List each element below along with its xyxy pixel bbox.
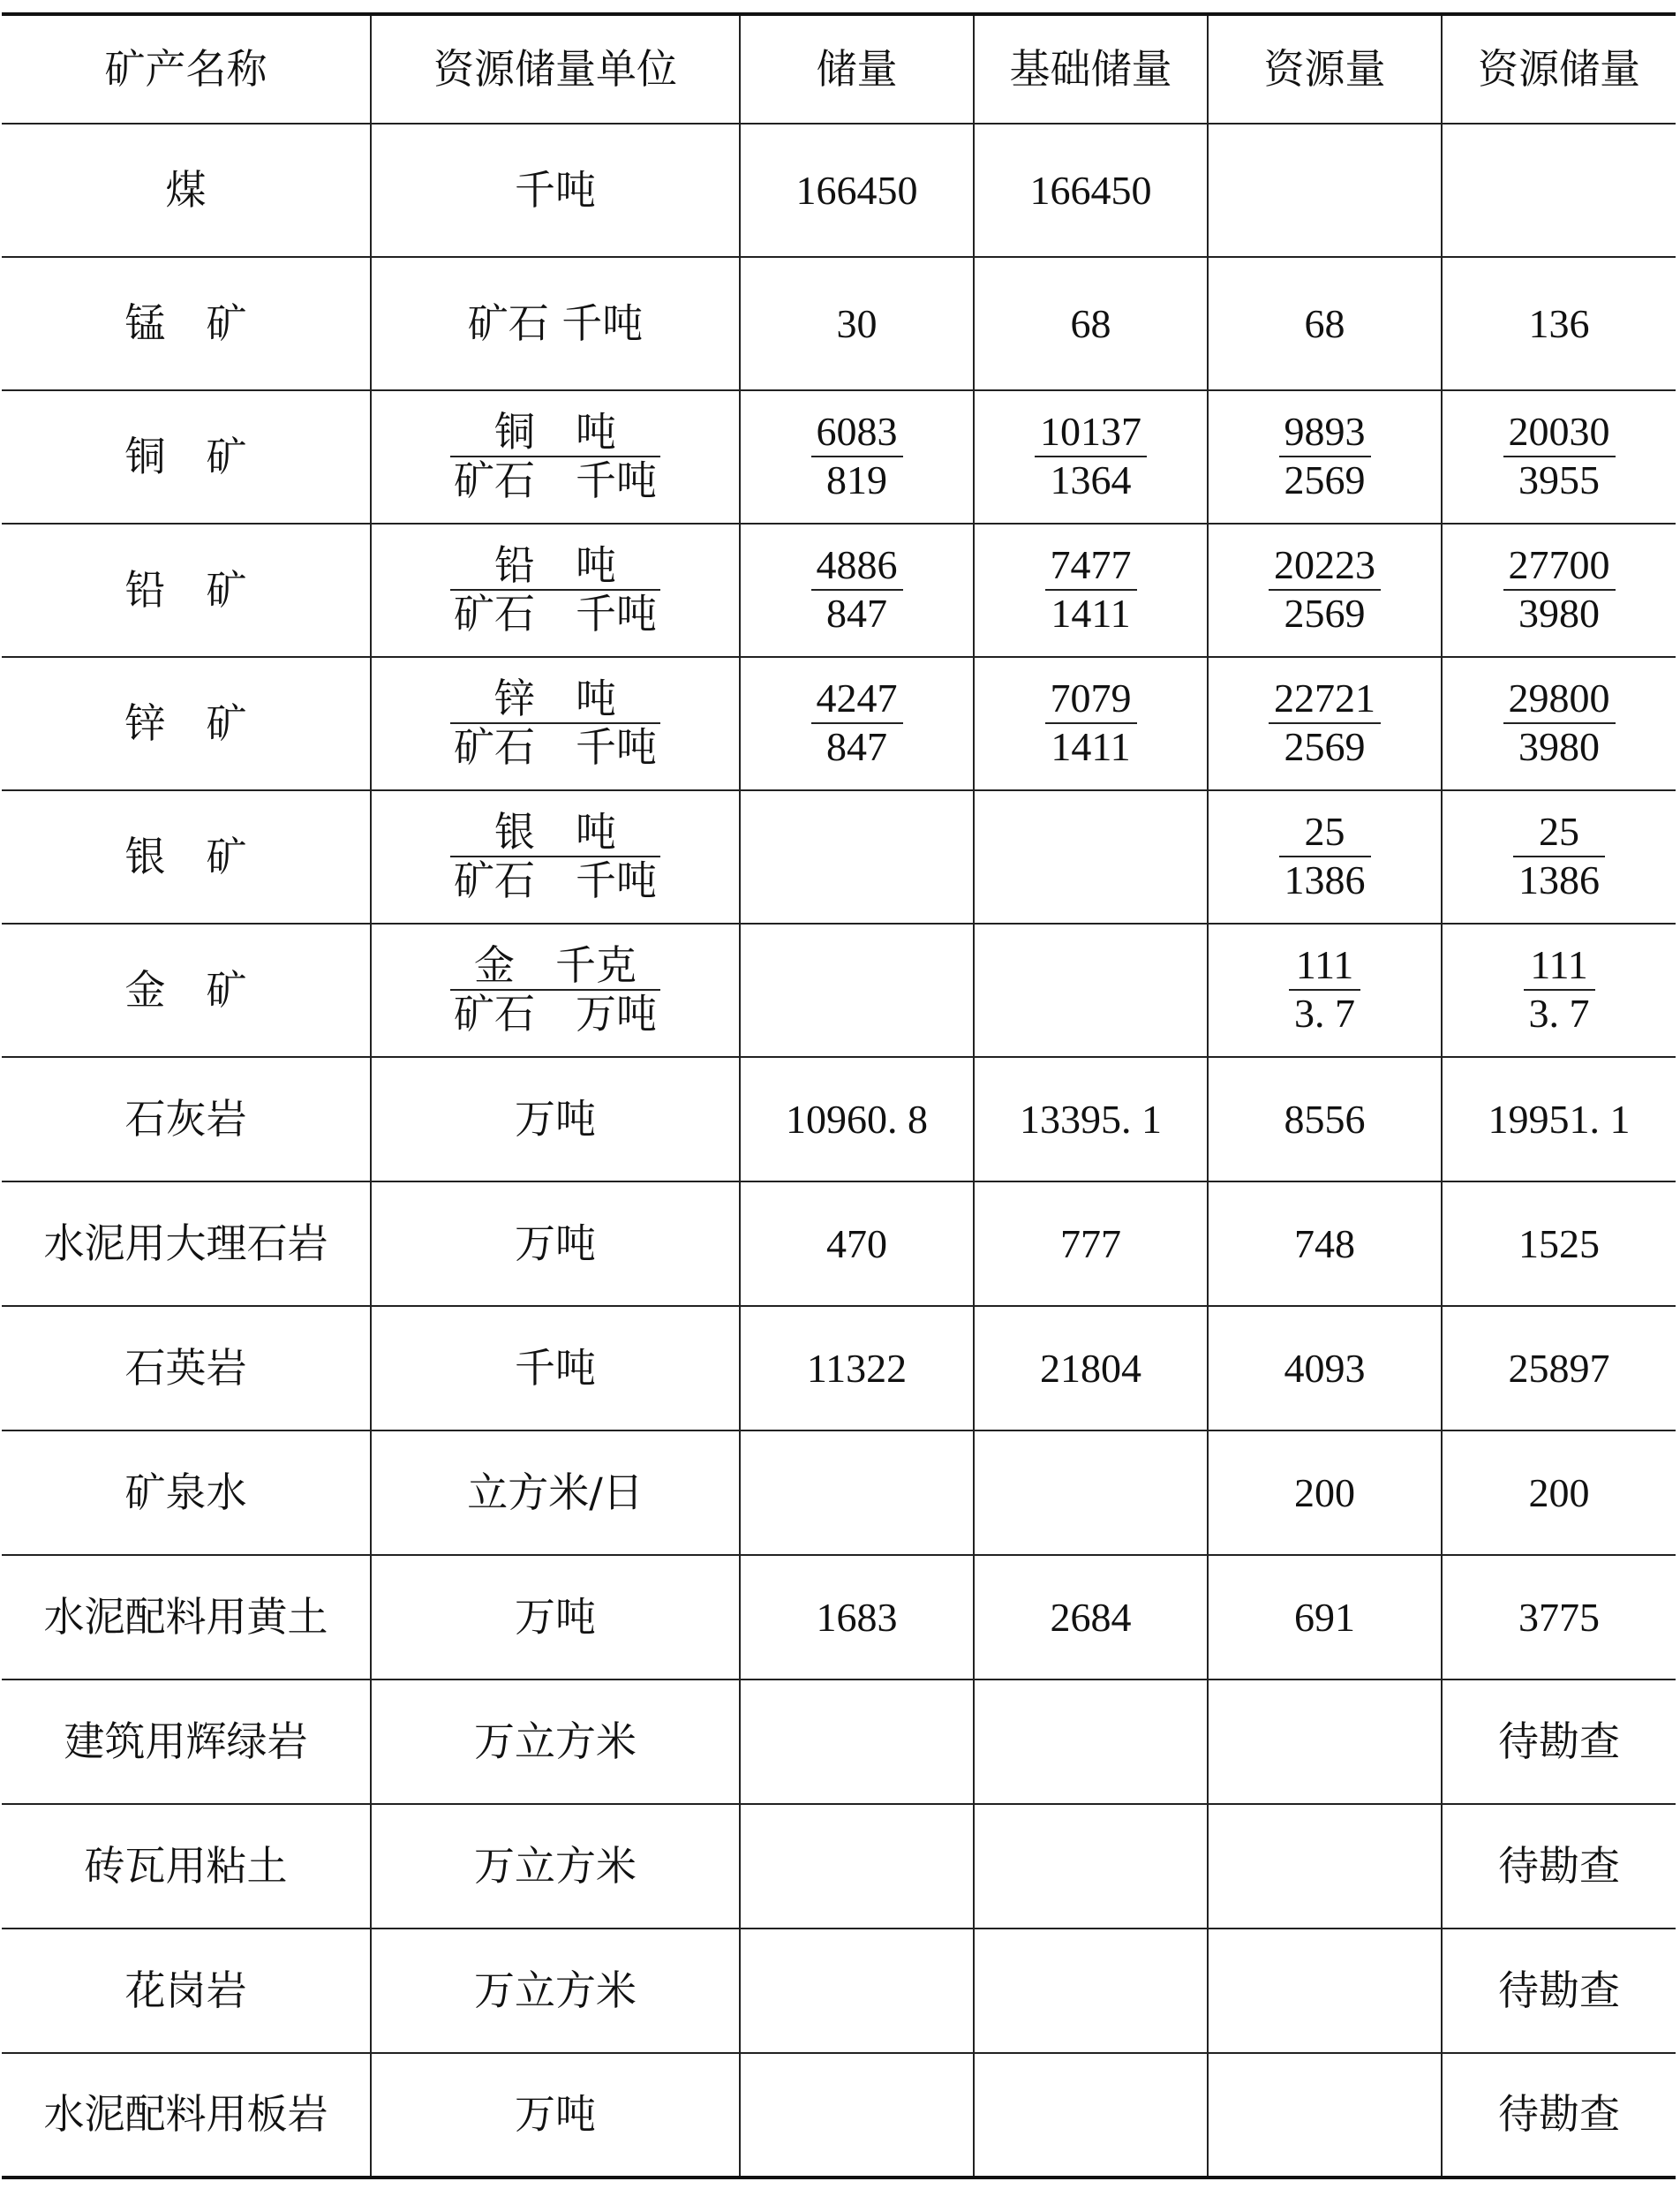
value-cell: 21804 <box>974 1306 1208 1430</box>
value-fraction <box>1269 676 1381 771</box>
value-denominator: 3980 <box>1518 591 1600 637</box>
mineral-name-cell: 石灰岩 <box>2 1057 371 1181</box>
value-cell <box>974 2053 1208 2178</box>
value-cell <box>974 1804 1208 1929</box>
table-row <box>2 1929 1676 2053</box>
header-unit: 资源储量单位 <box>371 14 740 124</box>
mineral-name-cell: 花岗岩 <box>2 1929 371 2053</box>
table-row <box>2 1555 1676 1679</box>
value-cell <box>1208 790 1442 924</box>
value-numerator: 25 <box>1513 809 1605 857</box>
mineral-name-cell: 水泥用大理石岩 <box>2 1181 371 1306</box>
value-cell: 748 <box>1208 1181 1442 1306</box>
unit-cell <box>371 390 740 524</box>
value-cell: 30 <box>740 257 974 390</box>
table-row <box>2 924 1676 1057</box>
value-fraction <box>1289 942 1360 1038</box>
unit-numerator: 银 吨 <box>450 809 660 857</box>
value-cell: 68 <box>1208 257 1442 390</box>
value-denominator: 3955 <box>1518 457 1600 503</box>
value-cell <box>740 1929 974 2053</box>
unit-fraction <box>450 809 660 904</box>
value-cell <box>1442 124 1676 257</box>
table-row <box>2 2053 1676 2178</box>
value-cell <box>1442 524 1676 657</box>
value-cell: 13395. 1 <box>974 1057 1208 1181</box>
unit-cell: 万吨 <box>371 2053 740 2178</box>
unit-cell: 千吨 <box>371 124 740 257</box>
value-fraction <box>1279 809 1371 904</box>
mineral-name-cell: 砖瓦用粘土 <box>2 1804 371 1929</box>
value-fraction <box>811 676 903 771</box>
value-cell <box>974 1430 1208 1555</box>
value-fraction <box>811 542 903 638</box>
value-fraction <box>1524 942 1595 1038</box>
table-row <box>2 657 1676 790</box>
value-fraction <box>1269 542 1381 638</box>
value-numerator: 111 <box>1289 942 1360 991</box>
unit-numerator: 金 千克 <box>450 942 660 991</box>
value-cell <box>740 1430 974 1555</box>
header-reserves: 储量 <box>740 14 974 124</box>
value-cell <box>1442 390 1676 524</box>
value-numerator: 25 <box>1279 809 1371 857</box>
mineral-name-cell: 石英岩 <box>2 1306 371 1430</box>
value-cell: 10960. 8 <box>740 1057 974 1181</box>
value-numerator: 6083 <box>811 409 903 457</box>
value-numerator: 9893 <box>1279 409 1371 457</box>
value-cell <box>740 524 974 657</box>
unit-cell <box>371 524 740 657</box>
value-numerator: 22721 <box>1269 676 1381 724</box>
value-denominator: 819 <box>826 457 887 503</box>
header-total-resources: 资源储量 <box>1442 14 1676 124</box>
value-fraction <box>811 409 903 504</box>
value-cell: 待勘查 <box>1442 2053 1676 2178</box>
value-cell <box>1208 2053 1442 2178</box>
value-cell: 2684 <box>974 1555 1208 1679</box>
table-row <box>2 257 1676 390</box>
unit-cell: 矿石 千吨 <box>371 257 740 390</box>
value-cell: 1525 <box>1442 1181 1676 1306</box>
value-cell <box>740 1679 974 1804</box>
value-denominator: 2569 <box>1284 457 1366 503</box>
value-numerator: 27700 <box>1503 542 1616 591</box>
mineral-name-cell: 银 矿 <box>2 790 371 924</box>
value-cell: 待勘查 <box>1442 1679 1676 1804</box>
table-row <box>2 1430 1676 1555</box>
value-numerator: 20223 <box>1269 542 1381 591</box>
unit-denominator: 矿石 万吨 <box>454 989 657 1038</box>
table-row <box>2 1306 1676 1430</box>
value-cell: 3775 <box>1442 1555 1676 1679</box>
header-mineral-name: 矿产名称 <box>2 14 371 124</box>
mineral-name-cell: 建筑用辉绿岩 <box>2 1679 371 1804</box>
unit-cell <box>371 790 740 924</box>
unit-cell: 万立方米 <box>371 1804 740 1929</box>
header-basic-reserves: 基础储量 <box>974 14 1208 124</box>
value-denominator: 2569 <box>1284 591 1366 637</box>
value-cell <box>974 790 1208 924</box>
unit-denominator: 矿石 千吨 <box>454 589 657 638</box>
value-numerator: 29800 <box>1503 676 1616 724</box>
unit-fraction <box>450 676 660 771</box>
value-fraction <box>1045 676 1137 771</box>
value-cell <box>1442 924 1676 1057</box>
mineral-name-cell: 锰 矿 <box>2 257 371 390</box>
unit-fraction <box>450 942 660 1038</box>
value-fraction <box>1513 809 1605 904</box>
value-denominator: 847 <box>826 591 887 637</box>
value-fraction <box>1045 542 1137 638</box>
unit-denominator: 矿石 千吨 <box>454 456 657 504</box>
value-denominator: 1386 <box>1284 857 1366 903</box>
mineral-name-cell: 水泥配料用黄土 <box>2 1555 371 1679</box>
unit-numerator: 锌 吨 <box>450 676 660 724</box>
value-cell: 待勘查 <box>1442 1804 1676 1929</box>
value-cell: 777 <box>974 1181 1208 1306</box>
value-cell <box>740 1804 974 1929</box>
value-cell: 19951. 1 <box>1442 1057 1676 1181</box>
value-cell <box>1208 524 1442 657</box>
unit-cell: 万吨 <box>371 1555 740 1679</box>
table-row <box>2 524 1676 657</box>
value-cell <box>740 390 974 524</box>
value-fraction <box>1503 676 1616 771</box>
value-cell: 470 <box>740 1181 974 1306</box>
mineral-name-cell: 铅 矿 <box>2 524 371 657</box>
table-row <box>2 790 1676 924</box>
value-cell: 1683 <box>740 1555 974 1679</box>
value-denominator: 1364 <box>1050 457 1132 503</box>
unit-cell: 万立方米 <box>371 1679 740 1804</box>
value-cell: 待勘查 <box>1442 1929 1676 2053</box>
value-cell <box>1208 1679 1442 1804</box>
unit-cell: 万吨 <box>371 1057 740 1181</box>
value-numerator: 10137 <box>1035 409 1147 457</box>
value-cell: 11322 <box>740 1306 974 1430</box>
value-cell: 166450 <box>740 124 974 257</box>
unit-fraction <box>450 542 660 638</box>
value-denominator: 1411 <box>1051 591 1131 637</box>
value-numerator: 4247 <box>811 676 903 724</box>
value-cell: 68 <box>974 257 1208 390</box>
table-row <box>2 1057 1676 1181</box>
value-cell: 200 <box>1442 1430 1676 1555</box>
value-cell <box>1208 390 1442 524</box>
unit-cell: 万吨 <box>371 1181 740 1306</box>
value-fraction <box>1035 409 1147 504</box>
value-cell: 4093 <box>1208 1306 1442 1430</box>
value-cell: 25897 <box>1442 1306 1676 1430</box>
value-fraction <box>1503 542 1616 638</box>
value-cell: 200 <box>1208 1430 1442 1555</box>
mineral-name-cell: 金 矿 <box>2 924 371 1057</box>
mineral-name-cell: 水泥配料用板岩 <box>2 2053 371 2178</box>
mineral-reserves-table <box>2 12 1676 2179</box>
value-cell: 136 <box>1442 257 1676 390</box>
value-cell <box>740 2053 974 2178</box>
value-cell <box>974 1679 1208 1804</box>
value-numerator: 111 <box>1524 942 1595 991</box>
mineral-name-cell: 矿泉水 <box>2 1430 371 1555</box>
value-cell <box>974 924 1208 1057</box>
unit-cell: 万立方米 <box>371 1929 740 2053</box>
value-cell <box>1208 1804 1442 1929</box>
value-denominator: 3980 <box>1518 724 1600 770</box>
value-numerator: 20030 <box>1503 409 1616 457</box>
value-denominator: 847 <box>826 724 887 770</box>
value-cell <box>740 790 974 924</box>
value-cell: 166450 <box>974 124 1208 257</box>
header-resources: 资源量 <box>1208 14 1442 124</box>
value-cell <box>740 924 974 1057</box>
value-cell <box>740 657 974 790</box>
unit-cell: 立方米/日 <box>371 1430 740 1555</box>
unit-fraction <box>450 409 660 504</box>
mineral-name-cell: 煤 <box>2 124 371 257</box>
value-cell <box>974 657 1208 790</box>
value-cell: 8556 <box>1208 1057 1442 1181</box>
value-cell <box>1208 124 1442 257</box>
value-fraction <box>1279 409 1371 504</box>
value-numerator: 7477 <box>1045 542 1137 591</box>
value-cell <box>974 524 1208 657</box>
unit-numerator: 铜 吨 <box>450 409 660 457</box>
value-cell <box>1208 657 1442 790</box>
unit-cell <box>371 924 740 1057</box>
unit-cell <box>371 657 740 790</box>
value-denominator: 3. 7 <box>1528 991 1590 1037</box>
value-cell <box>1208 1929 1442 2053</box>
value-denominator: 3. 7 <box>1294 991 1355 1037</box>
unit-denominator: 矿石 千吨 <box>454 856 657 904</box>
value-denominator: 2569 <box>1284 724 1366 770</box>
unit-cell: 千吨 <box>371 1306 740 1430</box>
value-numerator: 4886 <box>811 542 903 591</box>
table-row <box>2 1181 1676 1306</box>
value-cell: 691 <box>1208 1555 1442 1679</box>
unit-numerator: 铅 吨 <box>450 542 660 591</box>
value-cell <box>974 390 1208 524</box>
value-cell <box>974 1929 1208 2053</box>
value-denominator: 1411 <box>1051 724 1131 770</box>
value-cell <box>1208 924 1442 1057</box>
table-row <box>2 124 1676 257</box>
table-row <box>2 1679 1676 1804</box>
value-fraction <box>1503 409 1616 504</box>
header-row <box>2 14 1676 124</box>
value-cell <box>1442 790 1676 924</box>
unit-denominator: 矿石 千吨 <box>454 722 657 771</box>
table-row <box>2 1804 1676 1929</box>
value-cell <box>1442 657 1676 790</box>
mineral-name-cell: 锌 矿 <box>2 657 371 790</box>
table-row <box>2 390 1676 524</box>
mineral-name-cell: 铜 矿 <box>2 390 371 524</box>
value-denominator: 1386 <box>1518 857 1600 903</box>
value-numerator: 7079 <box>1045 676 1137 724</box>
